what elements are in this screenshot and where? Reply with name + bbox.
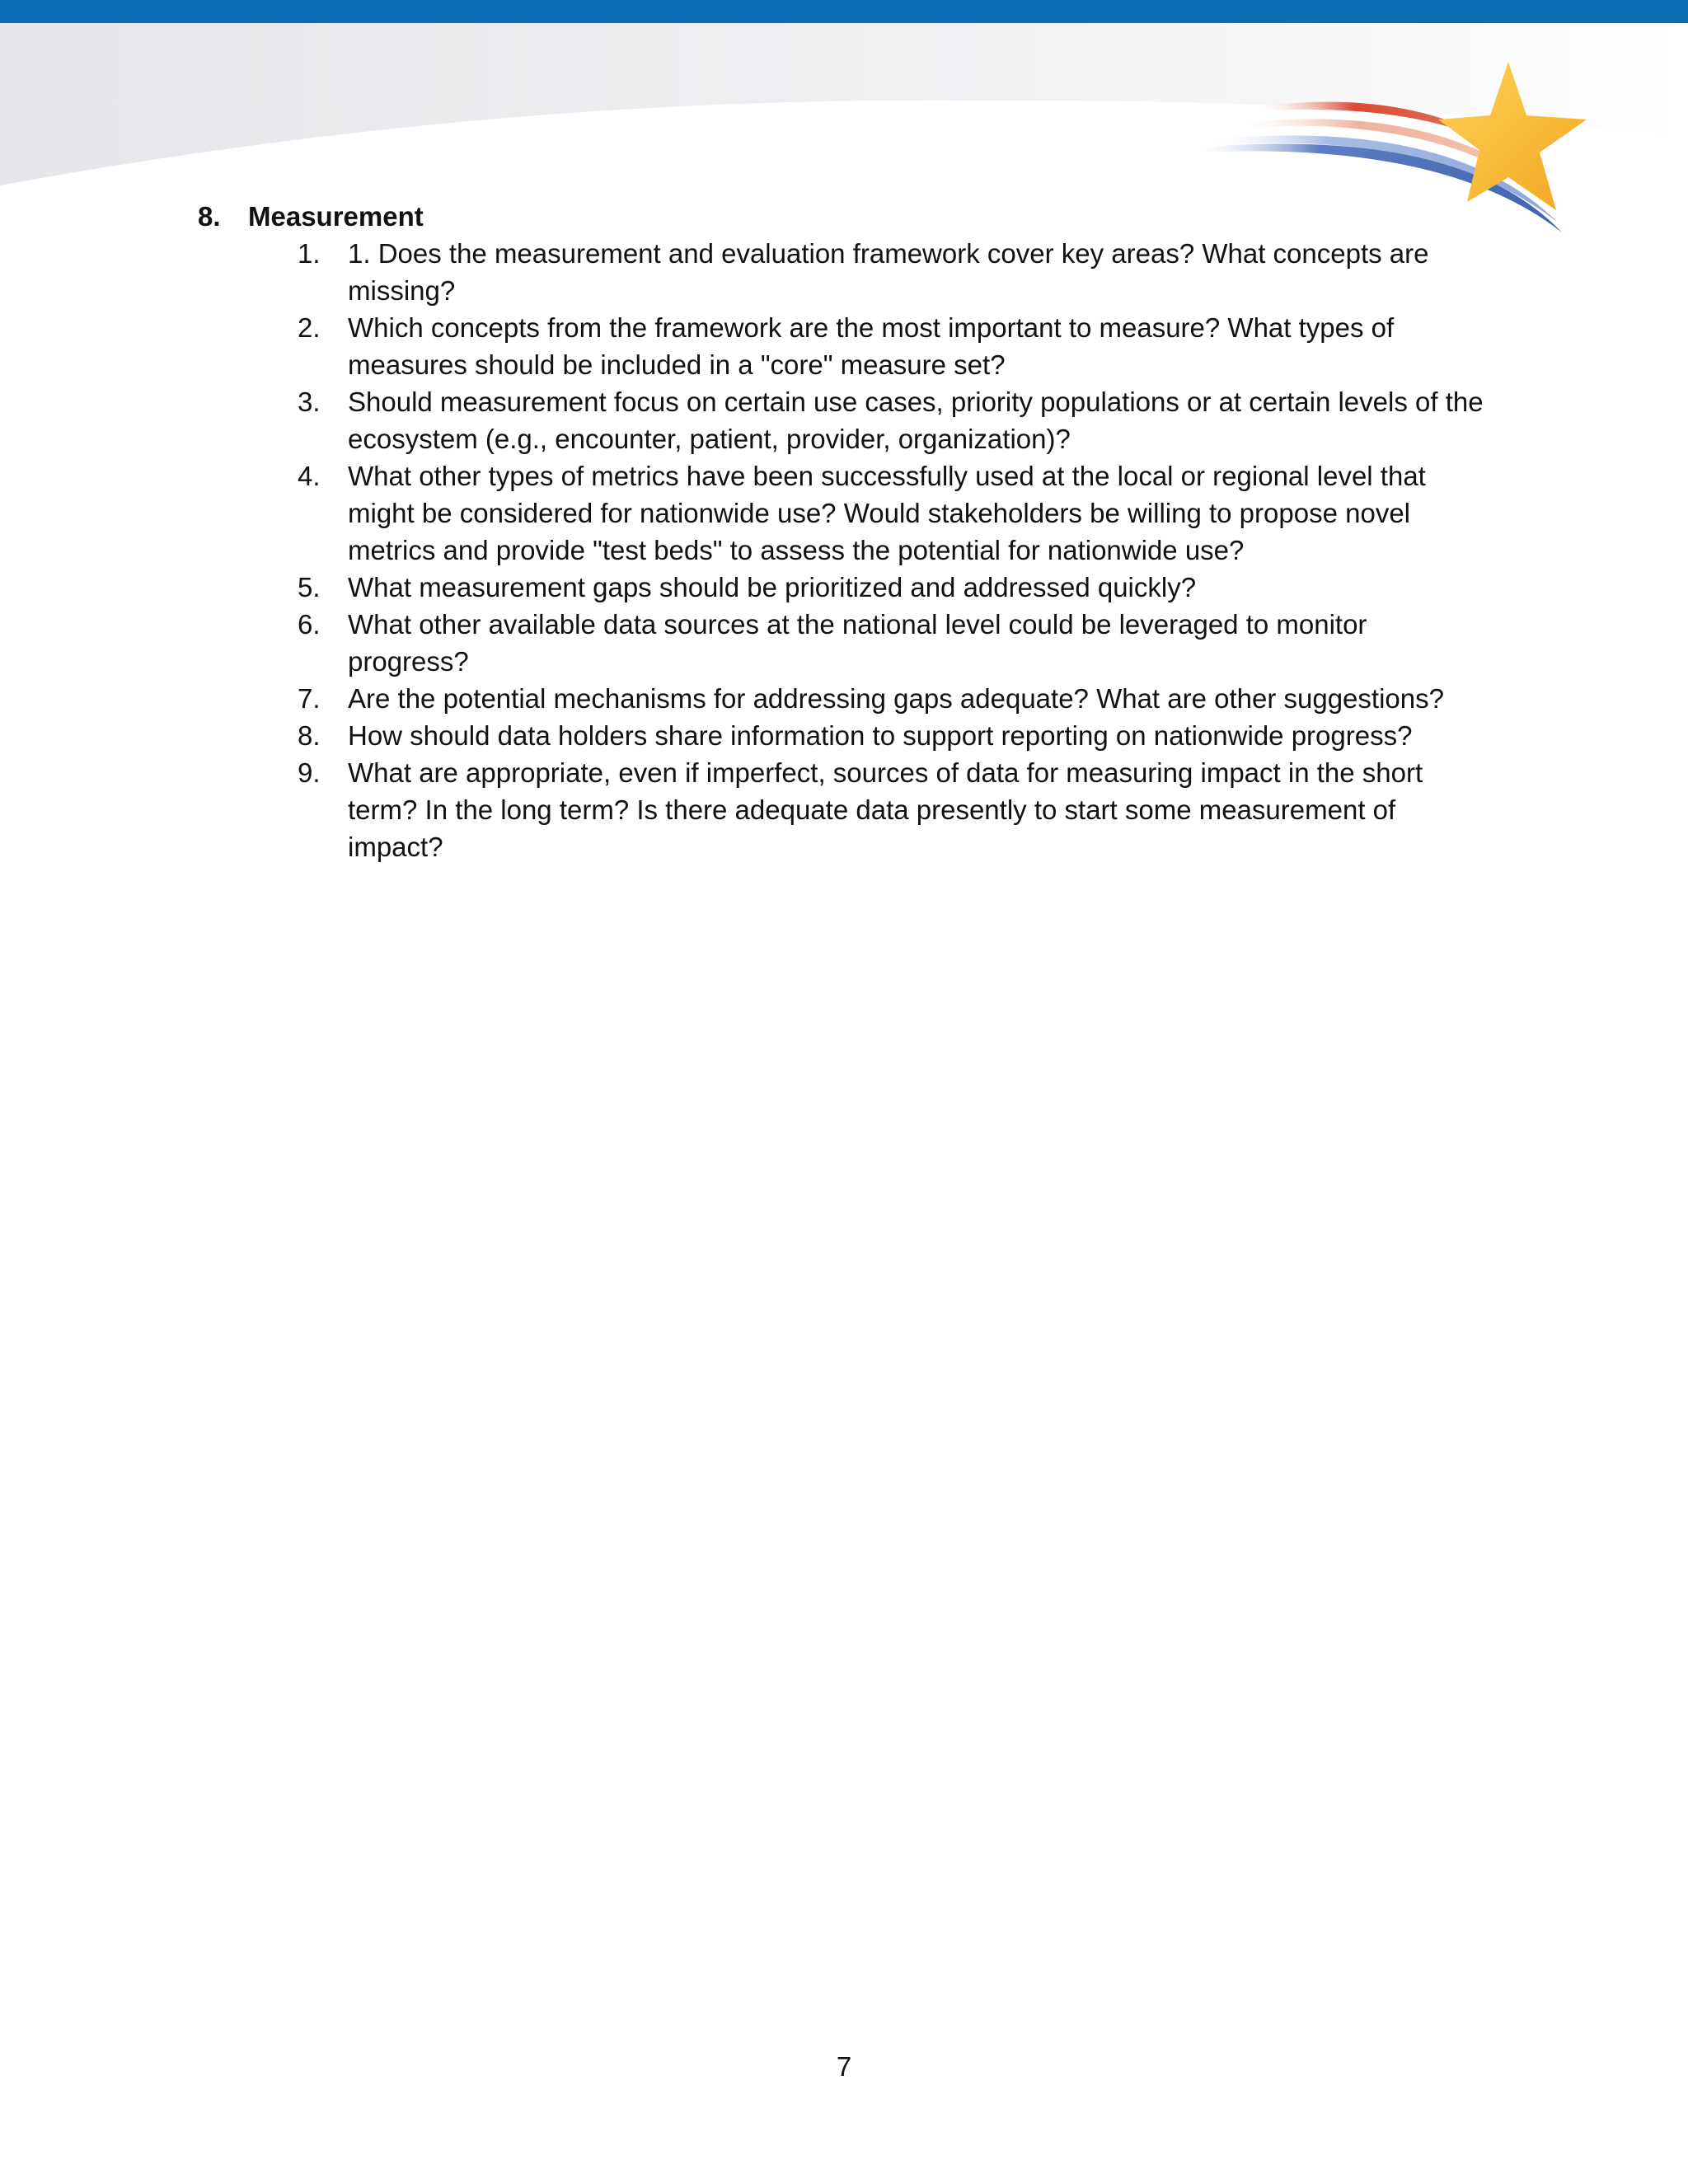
list-item-number: 6. xyxy=(298,609,321,640)
list-item xyxy=(198,235,1484,309)
list-item xyxy=(198,309,1484,383)
list-item-text: How should data holders share information to support reporting on nationwide progress? xyxy=(348,720,1413,751)
header-blue-band xyxy=(0,0,1688,23)
list-item-number: 7. xyxy=(298,683,321,714)
page-number: 7 xyxy=(836,2051,852,2082)
list-item-text: 1. Does the measurement and evaluation framework cover key areas? What concepts are missing? xyxy=(348,238,1429,306)
list-item-number: 8. xyxy=(298,720,321,751)
list-item-number: 2. xyxy=(298,312,321,343)
question-list xyxy=(198,235,1484,865)
list-item-text: Are the potential mechanisms for addressing gaps adequate? What are other suggestions? xyxy=(348,683,1444,714)
list-item-number: 5. xyxy=(298,572,321,602)
list-item-text: What other available data sources at the national level could be leveraged to monitor progress? xyxy=(348,609,1367,677)
document-body xyxy=(198,198,1484,865)
list-item-text: What measurement gaps should be prioritized and addressed quickly? xyxy=(348,572,1197,602)
list-item-text: Should measurement focus on certain use cases, priority populations or at certain levels of the ecosystem (e.g., encounter, patient, provider, organization)? xyxy=(348,387,1484,454)
page-header-graphic xyxy=(0,0,1688,214)
list-item-number: 4. xyxy=(298,461,321,491)
section-heading xyxy=(198,198,1484,235)
list-item xyxy=(198,569,1484,606)
list-item-text: What other types of metrics have been successfully used at the local or regional level that might be considered for nationwide use? Would stakeholders be willing to propose novel metrics and provide "test beds" to assess the potential for nationwide use? xyxy=(348,461,1426,565)
list-item xyxy=(198,680,1484,717)
list-item xyxy=(198,383,1484,457)
list-item xyxy=(198,754,1484,865)
list-item xyxy=(198,717,1484,754)
list-item-number: 1. xyxy=(298,238,321,269)
list-item-number: 9. xyxy=(298,757,321,788)
list-item xyxy=(198,606,1484,680)
section-title: Measurement xyxy=(248,201,424,232)
list-item-number: 3. xyxy=(298,387,321,417)
list-item xyxy=(198,457,1484,569)
list-item-text: Which concepts from the framework are the most important to measure? What types of measures should be included in a "core" measure set? xyxy=(348,312,1395,380)
section-number: 8. xyxy=(198,201,221,232)
list-item-text: What are appropriate, even if imperfect, sources of data for measuring impact in the short term? In the long term? Is there adequate data presently to start some measurement of impact? xyxy=(348,757,1423,862)
